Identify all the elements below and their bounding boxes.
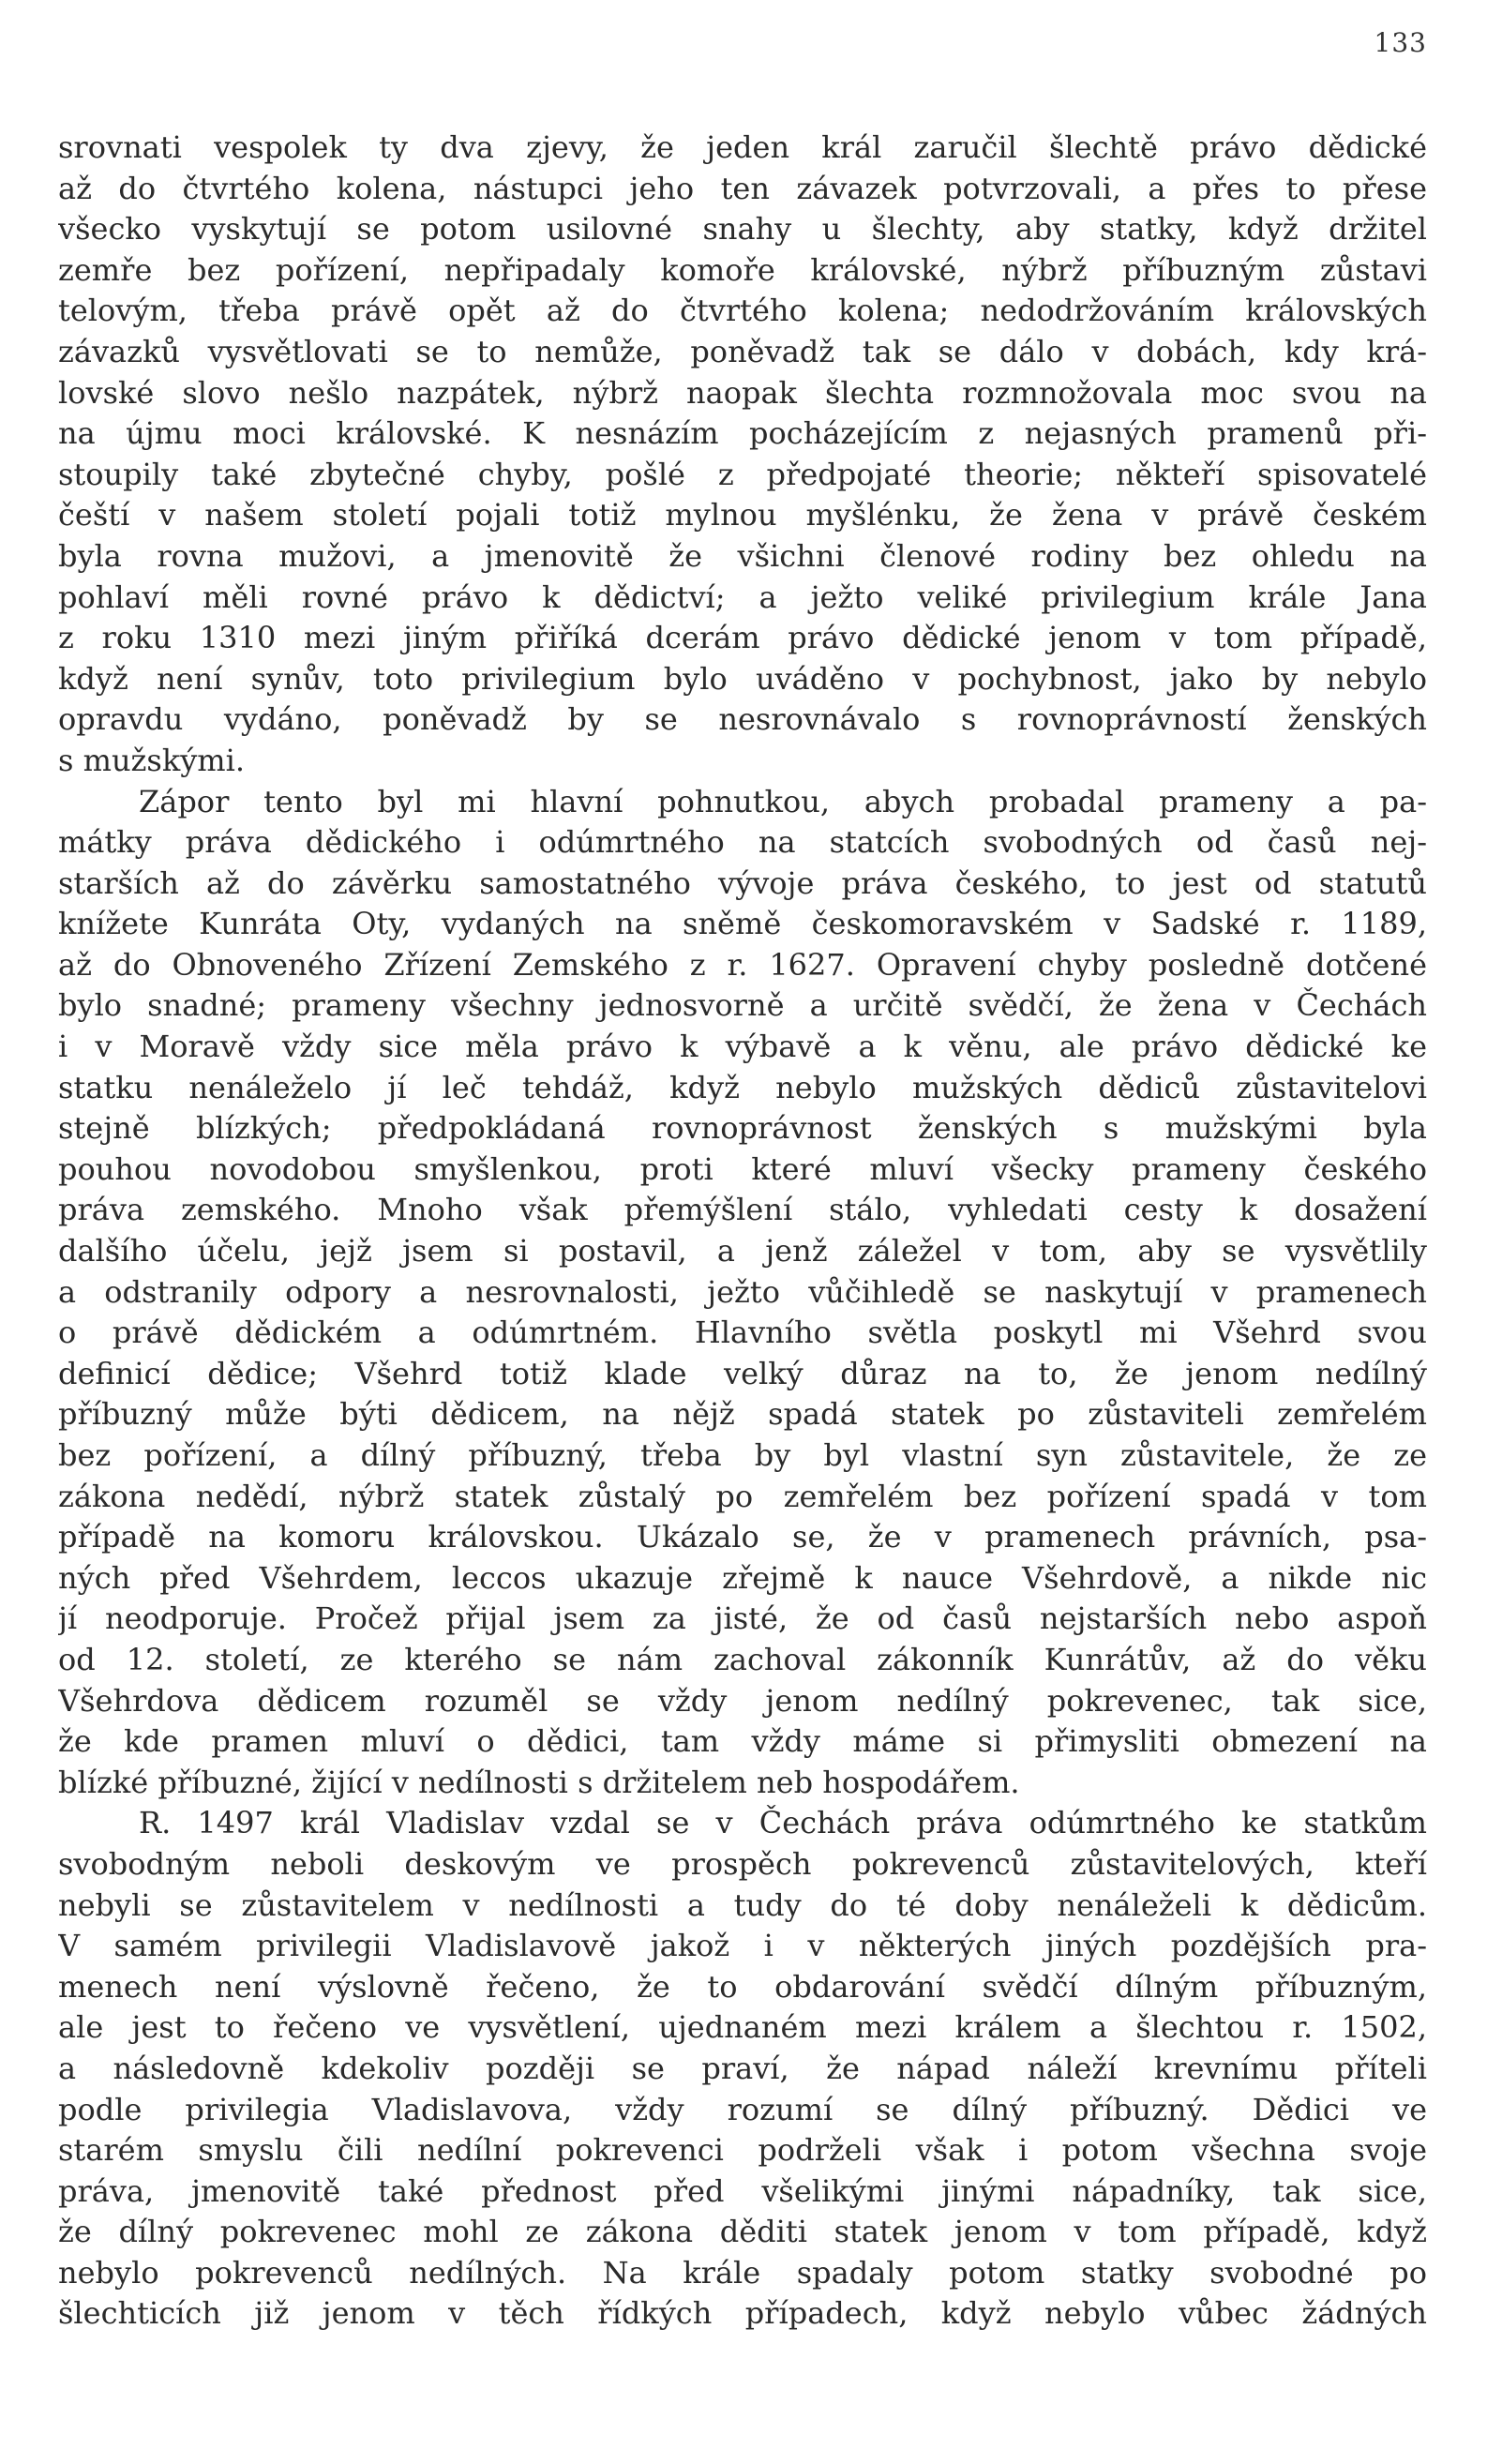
text-line: až do čtvrtého kolena, nástupci jeho ten závazek potvrzovali, a přes to přese [58, 170, 1427, 206]
text-line: ale jest to řečeno ve vysvětlení, ujednaném mezi králem a šlechtou r. 1502, [58, 2009, 1427, 2046]
text-line: od 12. století, ze kterého se nám zachoval zákonník Kunrátův, až do věku [58, 1641, 1427, 1677]
text-line: z roku 1310 mezi jiným přiříká dcerám právo dědické jenom v tom případě, [58, 620, 1427, 656]
text-line: knížete Kunráta Oty, vydaných na sněmě českomoravském v Sadské r. 1189, [58, 906, 1427, 942]
text-line: blízké příbuzné, žijící v nedílnosti s držitelem neb hospodářem. [58, 1764, 1020, 1800]
text-line: zemře bez pořízení, nepřipadaly komoře královské, nýbrž příbuzným zůstavi [58, 251, 1427, 288]
paragraph [58, 782, 1427, 1804]
text-line: s mužskými. [58, 742, 246, 778]
text-line: všecko vyskytují se potom usilovné snahy u šlechty, aby statky, když držitel [58, 211, 1427, 248]
paragraph [58, 128, 1427, 782]
text-line: pohlaví měli rovné právo k dědictví; a ježto veliké privilegium krále Jana [58, 578, 1427, 615]
text-line: i v Moravě vždy sice měla právo k výbavě a k věnu, ale právo dědické ke [58, 1029, 1427, 1065]
text-line: srovnati vespolek ty dva zjevy, že jeden král zaručil šlechtě právo dědické [58, 129, 1427, 165]
text-line: R. 1497 král Vladislav vzdal se v Čechách práva odúmrtného ke statkům [139, 1805, 1427, 1841]
text-line: na újmu moci královské. K nesnázím pocházejícím z nejasných pramenů při- [58, 415, 1427, 452]
text-line: Všehrdova dědicem rozuměl se vždy jenom nedílný pokrevenec, tak sice, [58, 1682, 1427, 1719]
paragraph [58, 1803, 1427, 2335]
text-line: nebylo pokrevenců nedílných. Na krále spadaly potom statky svobodné po [58, 2254, 1427, 2291]
text-line: dalšího účelu, jejž jsem si postavil, a jenž záležel v tom, aby se vysvětlily [58, 1233, 1427, 1270]
text-line: příbuzný může býti dědicem, na nějž spadá statek po zůstaviteli zemřelém [58, 1396, 1427, 1433]
text-line: lovské slovo nešlo nazpátek, nýbrž naopak šlechta rozmnožovala moc svou na [58, 374, 1427, 411]
text-line: že dílný pokrevenec mohl ze zákona děditi statek jenom v tom případě, když [58, 2214, 1427, 2250]
text-line: o právě dědickém a odúmrtném. Hlavního světla poskytl mi Všehrd svou [58, 1315, 1427, 1351]
text-line: že kde pramen mluví o dědici, tam vždy máme si přimysliti obmezení na [58, 1723, 1427, 1760]
text-line: podle privilegia Vladislavova, vždy rozumí se dílný příbuzný. Dědici ve [58, 2091, 1427, 2127]
text-line: bez pořízení, a dílný příbuzný, třeba by byl vlastní syn zůstavitele, že ze [58, 1437, 1427, 1473]
text-line: bylo snadné; prameny všechny jednosvorně a určitě svědčí, že žena v Čechách [58, 987, 1427, 1024]
text-line: a odstranily odpory a nesrovnalosti, ježto vůčihledě se naskytují v pramenech [58, 1273, 1427, 1310]
text-line: mátky práva dědického i odúmrtného na statcích svobodných od časů nej- [58, 824, 1427, 861]
body-text [58, 128, 1427, 2335]
text-line: jí neodporuje. Pročež přijal jsem za jisté, že od časů nejstarších nebo aspoň [58, 1600, 1427, 1637]
text-line: definicí dědice; Všehrd totiž klade velký důraz na to, že jenom nedílný [58, 1355, 1427, 1391]
text-line: čeští v našem století pojali totiž mylnou myšlénku, že žena v právě českém [58, 497, 1427, 533]
text-line: práva zemského. Mnoho však přemýšlení stálo, vyhledati cesty k dosažení [58, 1192, 1427, 1228]
text-line: stejně blízkých; předpokládaná rovnoprávnost ženských s mužskými byla [58, 1110, 1427, 1147]
text-line: Zápor tento byl mi hlavní pohnutkou, abych probadal prameny a pa- [139, 783, 1427, 819]
text-line: když není synův, toto privilegium bylo uváděno v pochybnost, jako by nebylo [58, 660, 1427, 697]
text-line: a následovně kdekoliv později se praví, že nápad náleží krevnímu příteli [58, 2050, 1427, 2086]
text-line: menech není výslovně řečeno, že to obdarování svědčí dílným příbuzným, [58, 1968, 1427, 2005]
text-line: zákona nedědí, nýbrž statek zůstalý po zemřelém bez pořízení spadá v tom [58, 1478, 1427, 1514]
text-line: V samém privilegii Vladislavově jakož i v některých jiných pozdějších pra- [58, 1928, 1427, 1964]
text-line: starém smyslu čili nedílní pokrevenci podrželi však i potom všechna svoje [58, 2132, 1427, 2169]
text-line: svobodným neboli deskovým ve prospěch pokrevenců zůstavitelových, kteří [58, 1845, 1427, 1882]
text-line: byla rovna mužovi, a jmenovitě že všichni členové rodiny bez ohledu na [58, 537, 1427, 574]
text-line: pouhou novodobou smyšlenkou, proti které mluví všecky prameny českého [58, 1150, 1427, 1187]
text-line: až do Obnoveného Zřízení Zemského z r. 1627. Opravení chyby posledně dotčené [58, 946, 1427, 983]
text-line: starších až do závěrku samostatného vývoje práva českého, to jest od statutů [58, 864, 1427, 901]
text-line: šlechticích již jenom v těch řídkých případech, když nebylo vůbec žádných [58, 2295, 1427, 2332]
text-line: statku nenáleželo jí leč tehdáž, když nebylo mužských dědiců zůstavitelovi [58, 1069, 1427, 1105]
text-line: stoupily také zbytečné chyby, pošlé z předpojaté theorie; někteří spisovatelé [58, 456, 1427, 492]
page-number: 133 [1374, 27, 1427, 58]
text-line: ných před Všehrdem, leccos ukazuje zřejmě k nauce Všehrdově, a nikde nic [58, 1559, 1427, 1596]
text-line: nebyli se zůstavitelem v nedílnosti a tudy do té doby nenáleželi k dědicům. [58, 1886, 1427, 1923]
text-line: práva, jmenovitě také přednost před všelikými jinými nápadníky, tak sice, [58, 2172, 1427, 2209]
text-line: opravdu vydáno, poněvadž by se nesrovnávalo s rovnoprávností ženských [58, 701, 1427, 738]
text-line: závazků vysvětlovati se to nemůže, poněvadž tak se dálo v dobách, kdy krá- [58, 333, 1427, 369]
text-line: případě na komoru královskou. Ukázalo se, že v pramenech právních, psa- [58, 1519, 1427, 1555]
text-line: telovým, třeba právě opět až do čtvrtého kolena; nedodržováním královských [58, 293, 1427, 329]
